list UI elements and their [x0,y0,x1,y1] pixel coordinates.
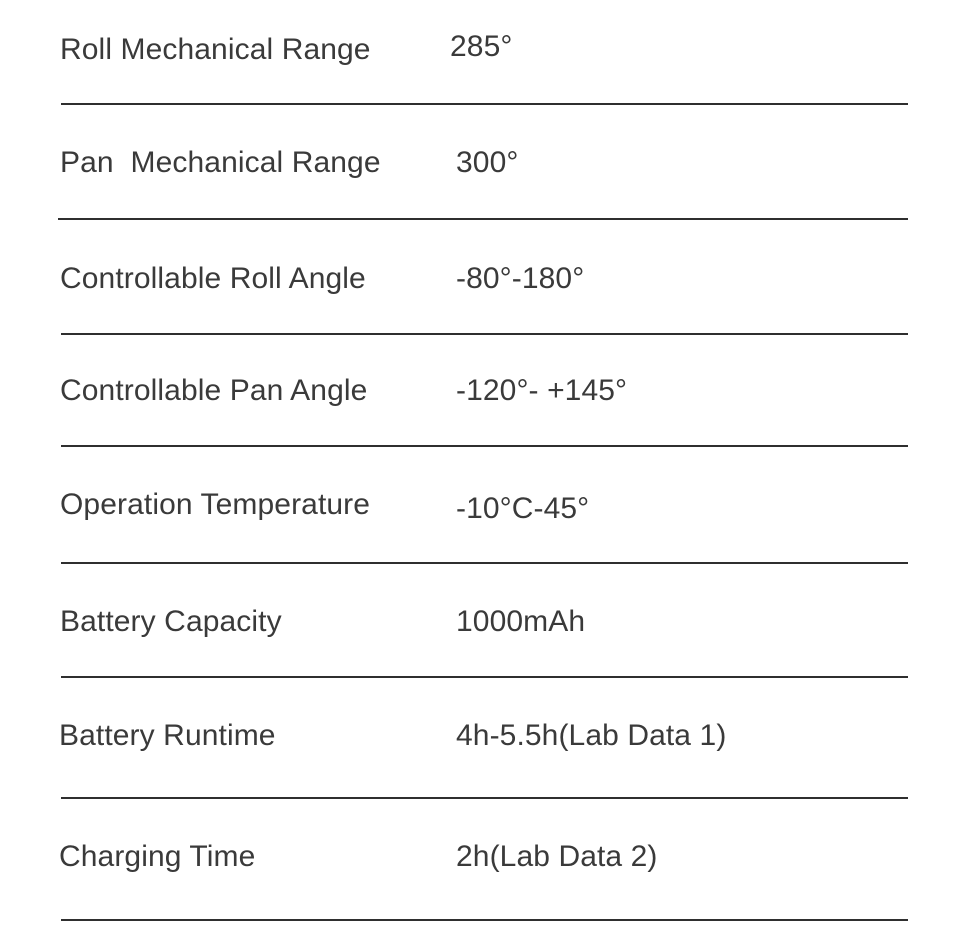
divider [58,218,908,220]
spec-value: -120°- +145° [456,374,628,407]
spec-value: 4h-5.5h(Lab Data 1) [456,719,727,752]
spec-label: Battery Capacity [60,605,282,638]
spec-value: -80°-180° [456,262,585,295]
spec-value: 285° [450,30,513,63]
divider [61,445,908,447]
divider [61,676,908,678]
spec-label: Controllable Roll Angle [60,262,366,295]
spec-label: Battery Runtime [59,719,276,752]
divider [61,797,908,799]
spec-label: Operation Temperature [60,488,371,521]
spec-value: 2h(Lab Data 2) [456,840,658,873]
spec-value: 1000mAh [456,605,586,638]
divider [61,919,908,921]
divider [61,333,908,335]
divider [61,562,908,564]
spec-label: Pan Mechanical Range [60,146,381,179]
spec-value: 300° [456,146,519,179]
spec-label: Controllable Pan Angle [60,374,368,407]
spec-value: -10°C-45° [456,492,590,525]
spec-label: Roll Mechanical Range [60,33,371,66]
spec-label: Charging Time [59,840,256,873]
divider [61,103,908,105]
